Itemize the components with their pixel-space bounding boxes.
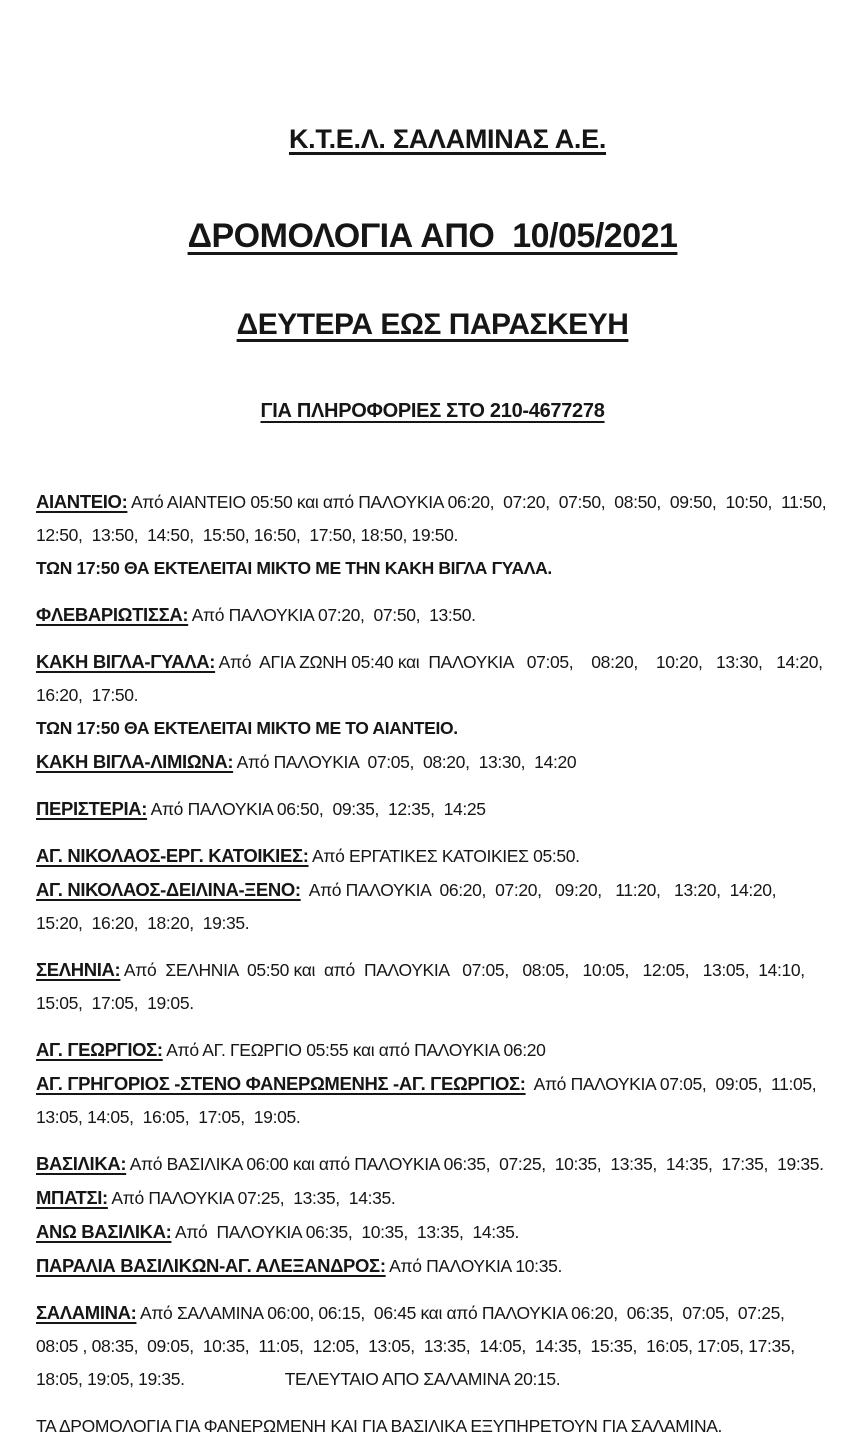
- valid-days-title: ΔΕΥΤΕΡΑ ΕΩΣ ΠΑΡΑΣΚΕΥΗ: [236, 308, 629, 341]
- route-times: Από ΠΑΛΟΥΚΙΑ 07:05, 09:05, 11:05, 13:05, 14:05, 16:05, 17:05, 19:05.: [36, 1074, 821, 1127]
- route-times: Από ΠΑΛΟΥΚΙΑ 07:05, 08:20, 13:30, 14:20: [233, 752, 577, 772]
- route-name: ΦΛΕΒΑΡΙΩΤΙΣΣΑ:: [36, 604, 189, 625]
- route-section-kaki-vigla-limiona: [36, 745, 829, 779]
- route-times: Από ΠΑΛΟΥΚΙΑ 06:20, 07:20, 09:20, 11:20, 13:20, 14:20, 15:20, 16:20, 18:20, 19:35.: [36, 880, 786, 933]
- route-times: Από ΕΡΓΑΤΙΚΕΣ ΚΑΤΟΙΚΙΕΣ 05:50.: [308, 846, 580, 866]
- route-times: Από ΠΑΛΟΥΚΙΑ 06:35, 10:35, 13:35, 14:35.: [171, 1222, 520, 1242]
- route-name: ΚΑΚΗ ΒΙΓΛΑ-ΛΙΜΙΩΝΑ:: [36, 751, 234, 772]
- route-times: Από ΑΓ. ΓΕΩΡΓΙΟ 05:55 και από ΠΑΛΟΥΚΙΑ 06:20: [162, 1040, 546, 1060]
- route-note: ΤΩΝ 17:50 ΘΑ ΕΚΤΕΛΕΙΤΑΙ ΜΙΚΤΟ ΜΕ ΤΟ ΑΙΑΝΤΕΙΟ.: [36, 718, 458, 738]
- route-times: Από ΑΓΙΑ ΖΩΝΗ 05:40 και ΠΑΛΟΥΚΙΑ 07:05, 08:20, 10:20, 13:30, 14:20, 16:20, 17:50.: [36, 652, 837, 705]
- route-section-selinia: [36, 953, 829, 1020]
- route-note: ΤΩΝ 17:50 ΘΑ ΕΚΤΕΛΕΙΤΑΙ ΜΙΚΤΟ ΜΕ ΤΗΝ ΚΑΚΗ ΒΙΓΛΑ ΓΥΑΛΑ.: [36, 558, 552, 578]
- route-times: Από ΣΑΛΑΜΙΝΑ 06:00, 06:15, 06:45 και από ΠΑΛΟΥΚΙΑ 06:20, 06:35, 07:05, 07:25, 08:05 , 08:35, 09:05, 10:35, 11:05, 12:05, 13:05, 13:35, 14:05, 14:35, 15:35, 16:05, 17:05, 17:35, 18:05, 19:05, 19:35.: [36, 1303, 800, 1389]
- route-name: ΑΓ. ΝΙΚΟΛΑΟΣ-ΔΕΙΛΙΝΑ-ΞΕΝΟ:: [36, 879, 301, 900]
- route-section-ag-nikolaos-erg-katoikies: [36, 839, 829, 873]
- route-name: ΣΕΛΗΝΙΑ:: [36, 959, 121, 980]
- footer-note: ΤΑ ΔΡΟΜΟΛΟΓΙΑ ΓΙΑ ΦΑΝΕΡΩΜΕΝΗ ΚΑΙ ΓΙΑ ΒΑΣΙΛΙΚΑ ΕΞΥΠΗΡΕΤΟΥΝ ΓΙΑ ΣΑΛΑΜΙΝΑ.: [36, 1416, 723, 1436]
- route-name: ΜΠΑΤΣΙ:: [36, 1187, 108, 1208]
- route-name: ΑΝΩ ΒΑΣΙΛΙΚΑ:: [36, 1221, 172, 1242]
- routes-list: [36, 485, 837, 1396]
- route-name: ΑΓ. ΓΕΩΡΓΙΟΣ:: [36, 1039, 163, 1060]
- route-name: ΑΓ. ΝΙΚΟΛΑΟΣ-ΕΡΓ. ΚΑΤΟΙΚΙΕΣ:: [36, 845, 309, 866]
- route-section-peristeria: [36, 792, 829, 826]
- route-section-aianteio: [36, 485, 836, 585]
- route-section-mpatsi: [36, 1181, 829, 1215]
- route-times: Από ΠΑΛΟΥΚΙΑ 06:50, 09:35, 12:35, 14:25: [147, 799, 486, 819]
- route-section-ag-georgios: [36, 1033, 829, 1067]
- route-times: Από ΠΑΛΟΥΚΙΑ 10:35.: [385, 1256, 562, 1276]
- route-section-vasilika: [36, 1147, 829, 1181]
- route-section-ano-vasilika: [36, 1215, 829, 1249]
- document-header: [36, 88, 829, 459]
- route-times: Από ΣΕΛΗΝΙΑ 05:50 και από ΠΑΛΟΥΚΙΑ 07:05, 08:05, 10:05, 12:05, 13:05, 14:10, 15:05, 17:05, 19:05.: [36, 960, 814, 1013]
- info-phone-line: ΓΙΑ ΠΛΗΡΟΦΟΡΙΕΣ ΣΤΟ 210-4677278: [260, 400, 605, 422]
- route-section-ag-nikolaos-deilina-xeno: [36, 873, 829, 940]
- route-name: ΚΑΚΗ ΒΙΓΛΑ-ΓΥΑΛΑ:: [36, 651, 216, 672]
- route-name: ΠΑΡΑΛΙΑ ΒΑΣΙΛΙΚΩΝ-ΑΓ. ΑΛΕΞΑΝΔΡΟΣ:: [36, 1255, 386, 1276]
- route-section-paralia-vasilikon-ag-alexandros: [36, 1249, 829, 1283]
- route-times: Από ΠΑΛΟΥΚΙΑ 07:20, 07:50, 13:50.: [188, 605, 476, 625]
- route-name: ΠΕΡΙΣΤΕΡΙΑ:: [36, 798, 148, 819]
- route-name: ΒΑΣΙΛΙΚΑ:: [36, 1153, 127, 1174]
- route-name: ΑΙΑΝΤΕΙΟ:: [36, 491, 128, 512]
- company-title: Κ.Τ.Ε.Λ. ΣΑΛΑΜΙΝΑΣ Α.Ε.: [288, 124, 607, 154]
- route-times: Από ΠΑΛΟΥΚΙΑ 07:25, 13:35, 14:35.: [107, 1188, 396, 1208]
- route-section-kaki-vigla-gyala: [36, 645, 837, 745]
- route-section-ag-grigorios-steno-faner;omenis: [36, 1067, 829, 1134]
- route-times: Από ΒΑΣΙΛΙΚΑ 06:00 και από ΠΑΛΟΥΚΙΑ 06:35, 07:25, 10:35, 13:35, 14:35, 17:35, 19:35.: [126, 1154, 824, 1174]
- route-times: Από ΑΙΑΝΤΕΙΟ 05:50 και από ΠΑΛΟΥΚΙΑ 06:20, 07:20, 07:50, 08:50, 09:50, 10:50, 11:50, 12:50, 13:50, 14:50, 15:50, 16:50, 17:50, 18:50, 19:50.: [36, 492, 836, 545]
- route-section-salamina: [36, 1296, 829, 1396]
- route-name: ΑΓ. ΓΡΗΓΟΡΙΟΣ -ΣΤΕΝΟ ΦΑΝΕΡΩΜΕΝΗΣ -ΑΓ. ΓΕΩΡΓΙΟΣ:: [36, 1073, 526, 1094]
- route-section-flevariotissa: [36, 598, 829, 632]
- route-name: ΣΑΛΑΜΙΝΑ:: [36, 1302, 137, 1323]
- last-departure-note: ΤΕΛΕΥΤΑΙΟ ΑΠΟ ΣΑΛΑΜΙΝΑ 20:15.: [284, 1369, 561, 1389]
- schedule-from-date-title: ΔΡΟΜΟΛΟΓΙΑ ΑΠΟ 10/05/2021: [187, 217, 678, 255]
